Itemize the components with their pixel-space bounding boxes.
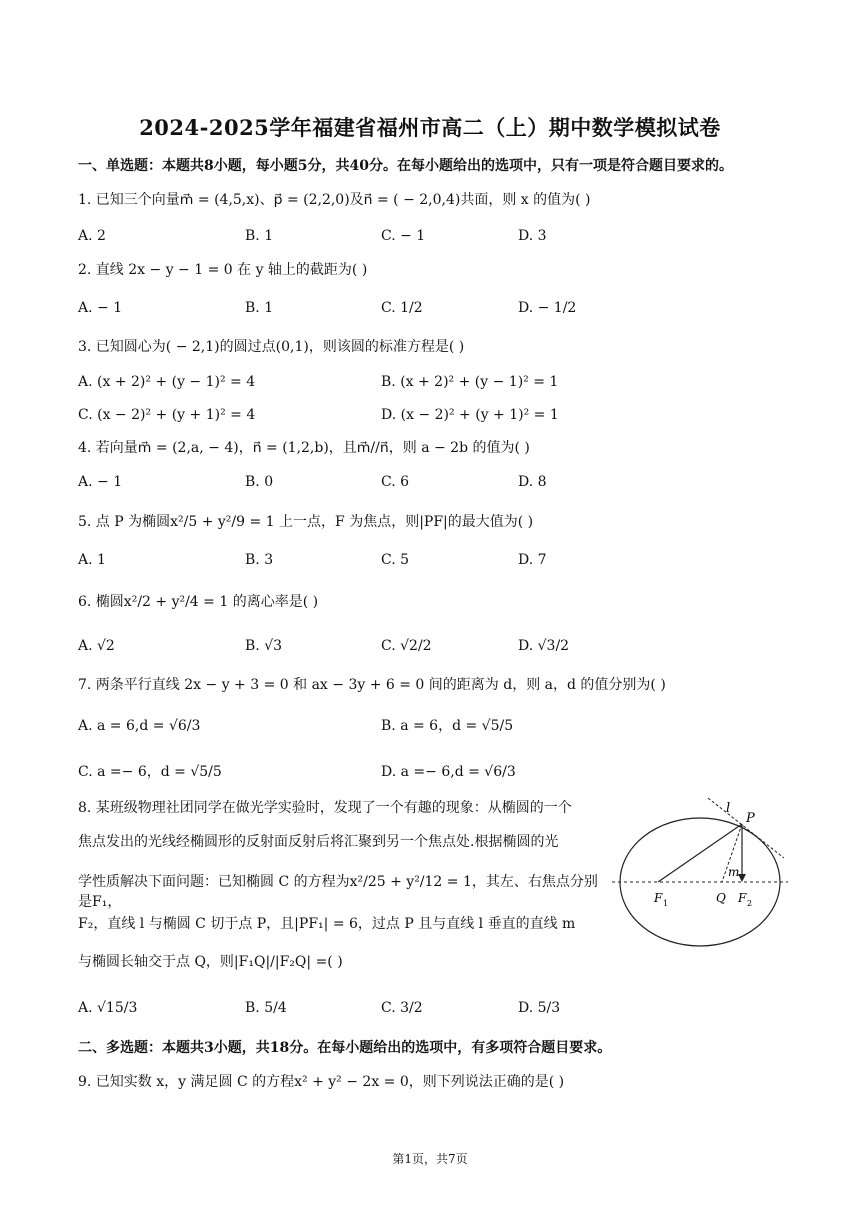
question-8-line-3: 学性质解决下面问题：已知椭圆 C 的方程为x²/25 + y²/12 = 1，其左、右焦点分别是F₁， [78,874,598,910]
question-2-option-c: C. 1/2 [381,300,423,316]
question-1-option-d: D. 3 [518,228,547,244]
question-7-option-d: D. a =− 6,d = √6/3 [381,764,516,780]
question-8-option-c: C. 3/2 [381,1000,423,1016]
question-6-option-d: D. √3/2 [518,638,570,654]
question-7-stem: 7. 两条平行直线 2x − y + 3 = 0 和 ax − 3y + 6 = 0 间的距离为 d，则 a，d 的值分别为( ) [78,677,666,693]
tangent-line-l [708,798,784,858]
ellipse-optics-figure [612,796,788,956]
question-6-option-a: A. √2 [78,638,115,654]
label-q: Q [716,891,726,905]
question-8-line-4: F₂，直线 l 与椭圆 C 切于点 P，且|PF₁| = 6，过点 P 且与直线 l 垂直的直线 m [78,916,576,932]
question-6-option-b: B. √3 [245,638,283,654]
question-7-option-a: A. a = 6,d = √6/3 [78,718,201,734]
section-heading-single-choice: 一、单选题：本题共8小题，每小题5分，共40分。在每小题给出的选项中，只有一项是符合题目要求的。 [78,158,733,174]
question-4-stem: 4. 若向量m⃗ = (2,a, − 4)，n⃗ = (1,2,b)，且m⃗//n⃗，则 a − 2b 的值为( ) [78,440,530,456]
question-5-option-b: B. 3 [245,552,274,568]
label-f2-sub: 2 [747,899,753,908]
question-5-option-d: D. 7 [518,552,547,568]
question-9-stem: 9. 已知实数 x，y 满足圆 C 的方程x² + y² − 2x = 0，则下列说法正确的是( ) [78,1074,565,1090]
page-title: 2024-2025学年福建省福州市高二（上）期中数学模拟试卷 [139,115,721,140]
question-5-option-a: A. 1 [78,552,106,568]
question-1-option-a: A. 2 [78,228,106,244]
question-8-line-2: 焦点发出的光线经椭圆形的反射面反射后将汇聚到另一个焦点处.根据椭圆的光 [78,834,559,850]
question-8-line-5: 与椭圆长轴交于点 Q，则|F₁Q|/|F₂Q| =( ) [78,954,343,970]
page-footer: 第1页，共7页 [392,1152,468,1166]
question-4-option-d: D. 8 [518,474,547,490]
question-4-option-a: A. − 1 [78,474,123,490]
question-1-option-b: B. 1 [245,228,274,244]
question-6-option-c: C. √2/2 [381,638,432,654]
label-l: l [726,801,731,816]
question-5-stem: 5. 点 P 为椭圆x²/5 + y²/9 = 1 上一点，F 为焦点，则|PF|的最大值为( ) [78,514,534,530]
question-5-option-c: C. 5 [381,552,410,568]
label-f2: F [738,891,747,905]
question-3-option-b: B. (x + 2)² + (y − 1)² = 1 [381,374,559,390]
question-8-line-1: 8. 某班级物理社团同学在做光学实验时，发现了一个有趣的现象：从椭圆的一个 [78,800,572,816]
label-m: m [728,865,740,879]
question-1-stem: 1. 已知三个向量m⃗ = (4,5,x)、p⃗ = (2,2,0)及n⃗ = ( − 2,0,4)共面，则 x 的值为( ) [78,192,591,208]
question-4-option-b: B. 0 [245,474,274,490]
question-7-option-b: B. a = 6，d = √5/5 [381,718,514,734]
question-8-option-d: D. 5/3 [518,1000,561,1016]
label-f1: F [654,891,663,905]
question-4-option-c: C. 6 [381,474,410,490]
question-3-option-d: D. (x − 2)² + (y + 1)² = 1 [381,407,559,423]
question-7-option-c: C. a =− 6，d = √5/5 [78,764,222,780]
label-f1-sub: 1 [663,899,669,908]
question-8-option-a: A. √15/3 [78,1000,138,1016]
question-6-stem: 6. 椭圆x²/2 + y²/4 = 1 的离心率是( ) [78,594,319,610]
question-1-option-c: C. − 1 [381,228,426,244]
question-2-option-b: B. 1 [245,300,274,316]
section-heading-multiple-choice: 二、多选题：本题共3小题，共18分。在每小题给出的选项中，有多项符合题目要求。 [78,1040,612,1056]
question-3-option-a: A. (x + 2)² + (y − 1)² = 4 [78,374,256,390]
question-2-option-d: D. − 1/2 [518,300,577,316]
question-2-option-a: A. − 1 [78,300,123,316]
question-2-stem: 2. 直线 2x − y − 1 = 0 在 y 轴上的截距为( ) [78,262,368,278]
question-3-option-c: C. (x − 2)² + (y + 1)² = 4 [78,407,256,423]
question-3-stem: 3. 已知圆心为( − 2,1)的圆过点(0,1)，则该圆的标准方程是( ) [78,339,465,355]
label-p: P [746,811,755,826]
question-8-option-b: B. 5/4 [245,1000,287,1016]
